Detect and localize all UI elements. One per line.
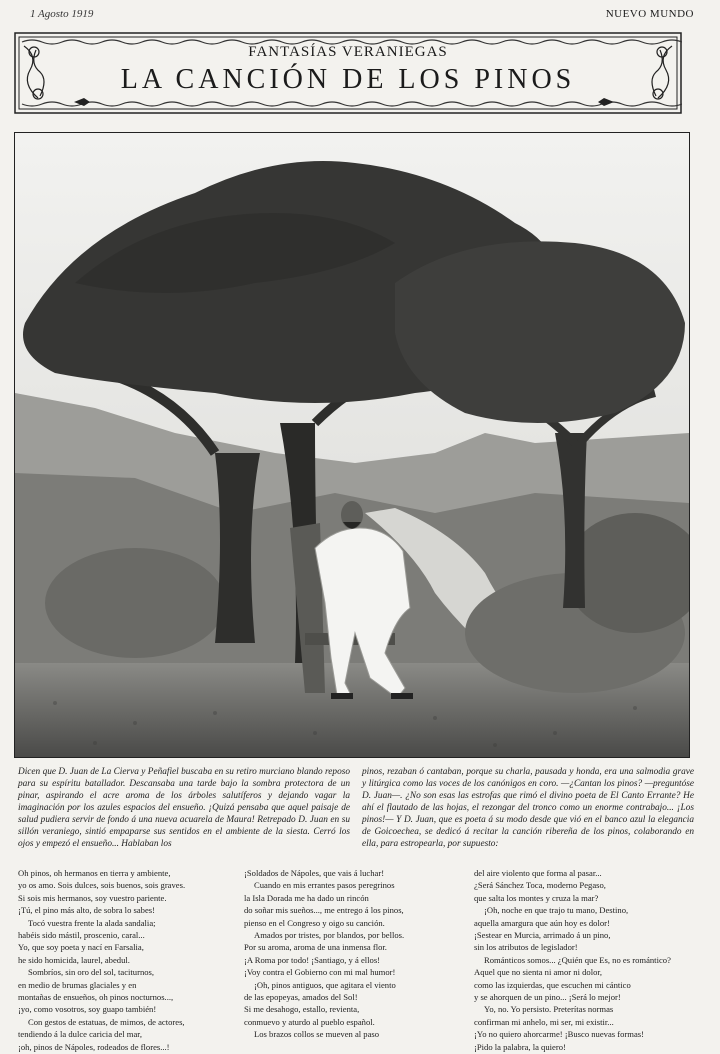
photo-man-under-pines-icon bbox=[15, 133, 689, 757]
verse-line: ¡Oh, pinos antiguos, que agitara el viento bbox=[254, 979, 396, 990]
magazine-name: NUEVO MUNDO bbox=[605, 8, 694, 20]
verse-column-1 bbox=[18, 868, 232, 1054]
verse-line: ¡yo, como vosotros, soy guapo también! bbox=[18, 1004, 157, 1015]
verse-line: pienso en el Congreso y oigo su canción. bbox=[244, 917, 385, 928]
verse-line: yo os amo. Sois dulces, sois buenos, sois graves. bbox=[18, 880, 186, 891]
verse-line: confirman mi anhelo, mi ser, mi existir... bbox=[474, 1016, 614, 1027]
verse-line: Si me desahogo, estallo, revienta, bbox=[244, 1004, 360, 1015]
issue-date: 1 Agosto 1919 bbox=[30, 8, 94, 20]
verse-line: aquella amargura que aún hoy es dolor! bbox=[474, 917, 610, 928]
section-subtitle: FANTASÍAS VERANIEGAS bbox=[248, 44, 448, 60]
verse-line: montañas de ensueños, oh pinos nocturnos..., bbox=[18, 992, 174, 1003]
verse-line: ¡Soldados de Nápoles, que vais á luchar! bbox=[244, 868, 385, 878]
verse-line: ¿Será Sánchez Toca, moderno Pegaso, bbox=[474, 880, 606, 891]
verse-line: ¡Voy contra el Gobierno con mi mal humor! bbox=[244, 967, 396, 978]
verse-line: conmuevo y aturdo al pueblo español. bbox=[244, 1016, 375, 1027]
verse-line: ¡Sestear en Murcia, arrimado á un pino, bbox=[474, 930, 611, 941]
verse-line: como las izquierdas, que escuchen mi cántico bbox=[474, 979, 631, 990]
verse-line: la Isla Dorada me ha dado un rincón bbox=[244, 892, 369, 903]
title-banner bbox=[14, 32, 682, 114]
verse-line: de las epopeyas, amados del Sol! bbox=[244, 992, 358, 1003]
verse-line: Con gestos de estatuas, de mimos, de actores, bbox=[28, 1016, 185, 1027]
verse-line: sin los atributos de legislador! bbox=[474, 942, 578, 953]
verse-line: ¡Yo no quiero ahorcarme! ¡Busco nuevas formas! bbox=[474, 1029, 644, 1040]
verse-line: habéis sido mástil, proscenio, caral... bbox=[18, 930, 145, 941]
verse-line: tendiendo á la dulce caricia del mar, bbox=[18, 1029, 142, 1040]
verse-line: que salta los montes y cruza la mar? bbox=[474, 892, 599, 903]
verse-line: Amados por tristes, por blandos, por bellos. bbox=[254, 930, 405, 941]
verse-line: Oh pinos, oh hermanos en tierra y ambiente, bbox=[18, 868, 171, 878]
verse-line: Yo, que soy poeta y nací en Farsalia, bbox=[18, 942, 144, 953]
verse-line: en medio de brumas glaciales y en bbox=[18, 979, 137, 990]
verse-line: del aire violento que forma al pasar... bbox=[474, 868, 602, 878]
verse-line: he sido homicida, laurel, abedul. bbox=[18, 954, 130, 965]
verse-line: Tocó vuestra frente la alada sandalia; bbox=[28, 917, 156, 928]
verse-line: y se ahorquen de un pino... ¡Será lo mejor! bbox=[474, 992, 621, 1003]
verse-line: Yo, no. Yo persisto. Preterítas normas bbox=[484, 1004, 614, 1015]
verse-line: ¡oh, pinos de Nápoles, rodeados de flores...! bbox=[18, 1041, 170, 1052]
verse-line: Románticos somos... ¿Quién que Es, no es romántico? bbox=[484, 954, 671, 965]
verse-line: ¡A Roma por todo! ¡Santiago, y á ellos! bbox=[244, 954, 381, 965]
verse-line: Aquel que no sienta ni amor ni dolor, bbox=[474, 967, 603, 978]
verse-line: ¡Oh, noche en que trajo tu mano, Destino, bbox=[484, 905, 629, 916]
verse-column-2 bbox=[244, 868, 458, 1042]
page-header bbox=[0, 4, 720, 22]
prose-column-right: pinos, rezaban ó cantaban, porque su charla, pausada y honda, era una salmodia grave y litúrgica como las voces de los canónigos en coro. —¿Cantan los pinos? —preguntóse D. Juan—. ¿No son esas las estrofas que rimó el divino poeta de El Canto Errante? He ahí el flautado de las hojas, el rezongar del tronco como un enorme contrabajo... ¡Los pinos!— Y D. Juan, que es poeta á su modo desde que vió en el banco azul la elegancia de Goicoechea, se dedicó á recitar la canción ribereña de los pinos, colaborando en ella, para estropearla, por supuesto: bbox=[362, 767, 694, 849]
verse-line: ¡Pido la palabra, la quiero! bbox=[474, 1041, 566, 1052]
verse-line: Si sois mis hermanos, soy vuestro pariente. bbox=[18, 892, 167, 903]
verse-line: Por su aroma, aroma de una inmensa flor. bbox=[244, 942, 387, 953]
verse-line: Los brazos collos se mueven al paso bbox=[254, 1029, 380, 1040]
verse-line: Sombríos, sin oro del sol, taciturnos, bbox=[28, 967, 155, 978]
verse-line: do soñar mis sueños..., me entrego á los pinos, bbox=[244, 905, 404, 916]
article-title: LA CANCIÓN DE LOS PINOS bbox=[120, 64, 576, 95]
prose-column-left: Dicen que D. Juan de La Cierva y Peñafiel buscaba en su retiro murciano blando reposo para su espíritu batallador. Descansaba una tarde bajo la sombra protectora de un pinar, aspirando el acre aroma de los árboles salutíferos y dejando vagar la imaginación por los azules espacios del ensueño. ¡Quizá pensaba que aquel paisaje de salud pudiera servir de fondo á una nueva acuarela de Maura! Retrepado D. Juan en su sillón veraniego, sintió empaparse sus sentidos en el ambiente de la siesta. Cerró los ojos y empezó el ensueño... Hablaban los bbox=[18, 767, 350, 849]
verse-column-3 bbox=[474, 868, 688, 1054]
article-photograph bbox=[14, 132, 690, 758]
verse-line: ¡Tú, el pino más alto, de sobra lo sabes! bbox=[18, 905, 155, 916]
verse-line: Cuando en mis errantes pasos peregrinos bbox=[254, 880, 395, 891]
